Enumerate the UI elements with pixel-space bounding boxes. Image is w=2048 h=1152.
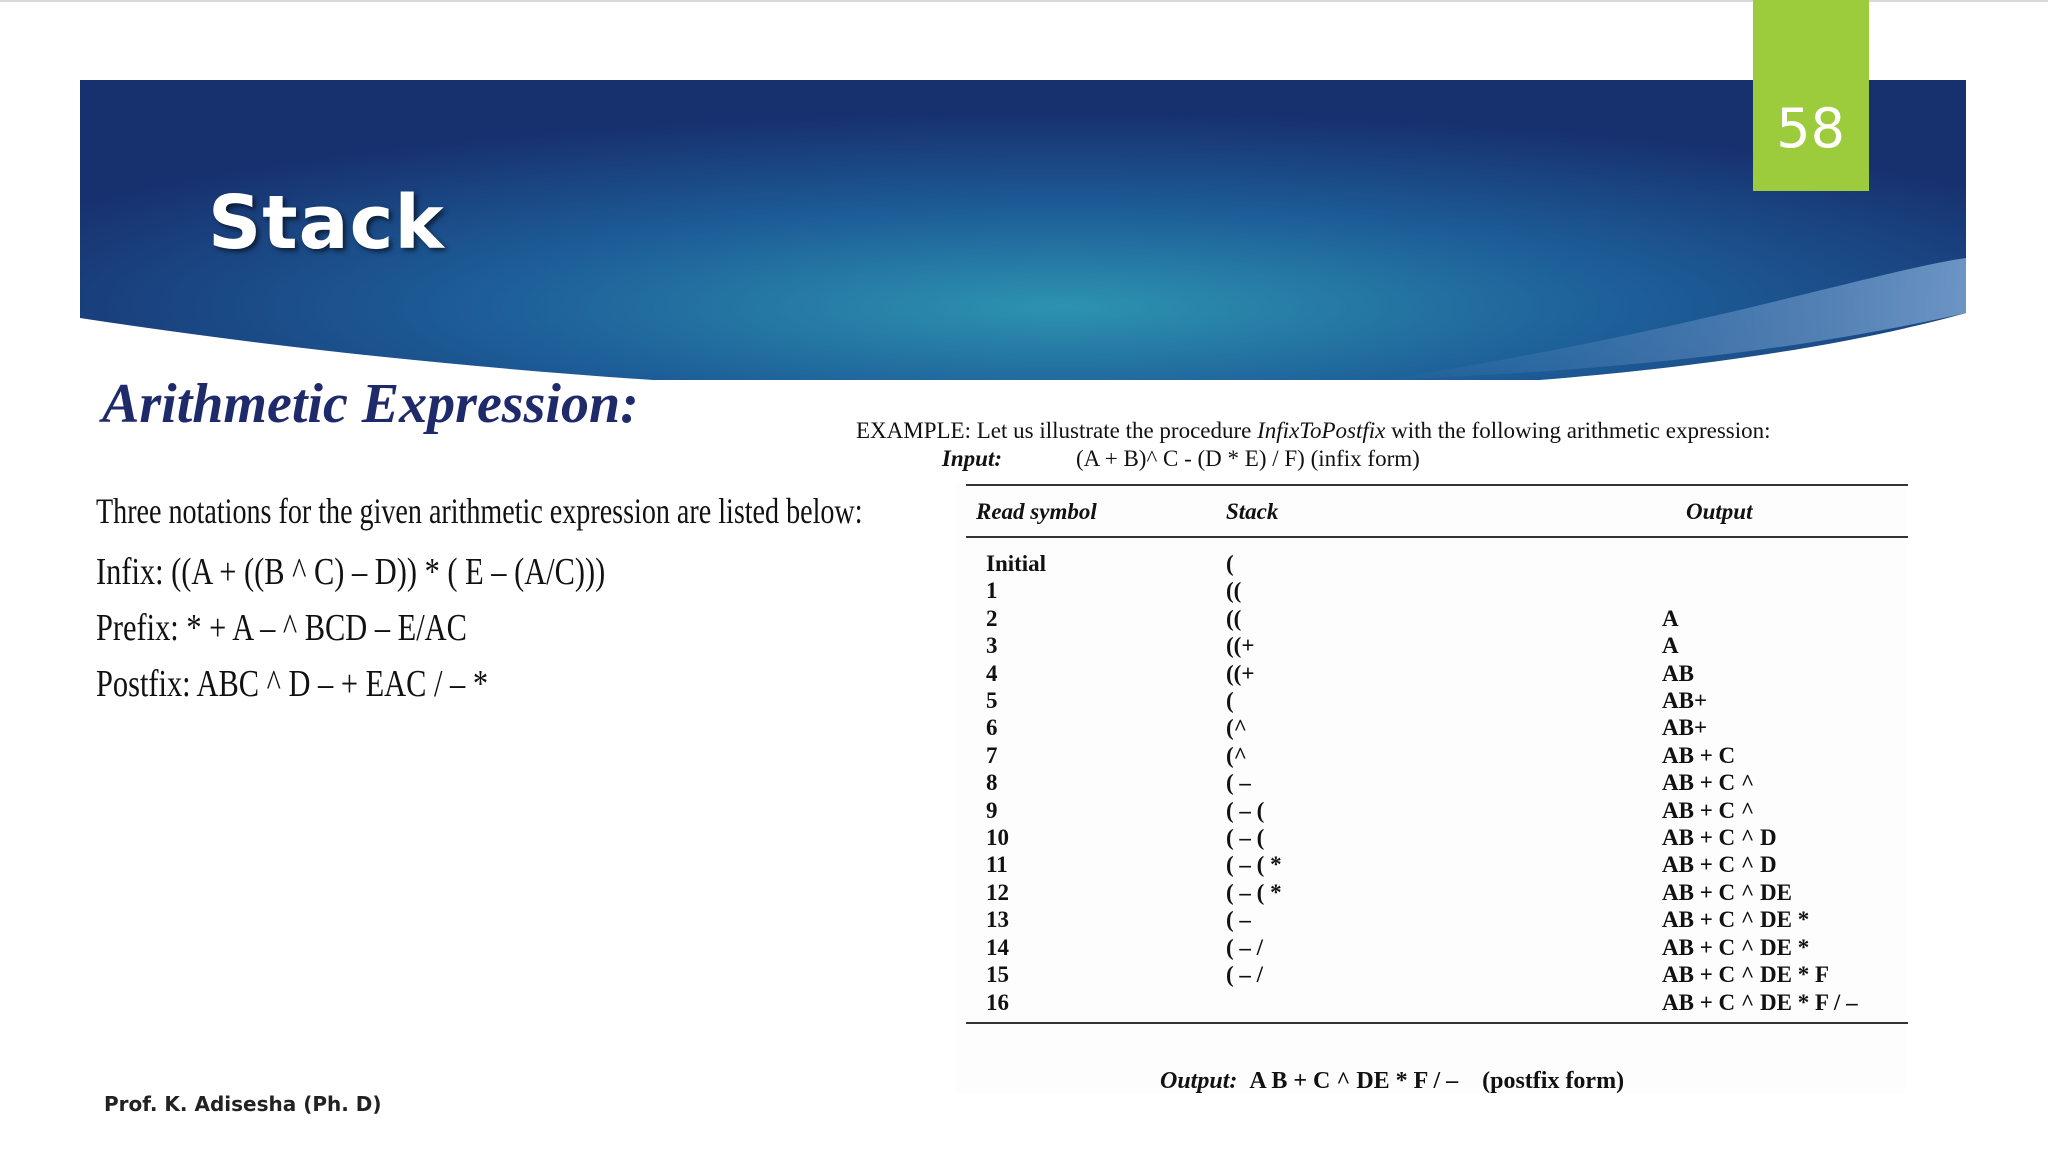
cell-output: AB + C ^ DE * F [1662, 962, 1830, 988]
cell-stack: (( [1226, 578, 1242, 604]
header-read-symbol: Read symbol [966, 485, 1176, 537]
example-input [856, 446, 2006, 472]
procedure-name: InfixToPostfix [1257, 418, 1386, 443]
cell-output [1606, 537, 1908, 577]
table-header-row [966, 485, 1908, 537]
prefix-notation: Prefix: * + A – ^ BCD – E/AC [96, 607, 467, 649]
input-value: (A + B)^ C - (D * E) / F) (infix form) [1076, 446, 1420, 471]
cell-read-symbol: 5 [986, 688, 998, 714]
cell-stack: ( [1226, 551, 1234, 576]
cell-output: AB + C ^ D [1662, 852, 1777, 878]
cell-stack: ( – ( * [1226, 879, 1282, 905]
example-header [856, 418, 2006, 472]
cell-stack: ( – ( [1226, 825, 1265, 851]
cell-read-symbol: 8 [986, 770, 998, 796]
table-row [966, 769, 1908, 796]
cell-stack: ( – ( * [1226, 852, 1282, 878]
cell-stack [1176, 989, 1606, 1023]
table-body [966, 537, 1908, 1023]
table-row [966, 714, 1908, 741]
example-text-end: with the following arithmetic expression: [1385, 418, 1771, 443]
conversion-table-panel [956, 484, 1906, 1094]
table-row [966, 660, 1908, 687]
notations-intro: Three notations for the given arithmetic expression are listed below: [96, 491, 863, 531]
table-row [966, 824, 1908, 851]
cell-stack: ((+ [1226, 633, 1255, 659]
cell-read-symbol: 7 [986, 742, 998, 768]
slide-title: Stack [208, 180, 445, 266]
cell-output [1606, 577, 1908, 604]
table-row [966, 989, 1908, 1023]
section-heading: Arithmetic Expression: [102, 373, 639, 435]
table-row [966, 934, 1908, 961]
cell-read-symbol: 15 [986, 962, 1009, 988]
cell-output: AB [1662, 660, 1694, 686]
cell-stack: ( – / [1226, 962, 1264, 988]
final-output-label: Output: [1160, 1068, 1238, 1094]
cell-stack: (( [1226, 605, 1242, 631]
cell-read-symbol: 2 [986, 605, 998, 631]
example-text-start: EXAMPLE: Let us illustrate the procedure [856, 418, 1258, 443]
final-output-value: A B + C ^ DE * F / – [1249, 1068, 1459, 1094]
notations-block [96, 490, 946, 718]
table-row [966, 687, 1908, 714]
cell-output: A [1662, 605, 1679, 631]
cell-output: AB + C ^ DE [1662, 879, 1792, 905]
cell-output: AB + C ^ DE * [1662, 934, 1810, 960]
cell-read-symbol: 16 [966, 989, 1176, 1023]
cell-read-symbol: 11 [986, 852, 1008, 878]
cell-output: AB + C ^ DE * [1662, 907, 1810, 933]
table-row [966, 605, 1908, 632]
cell-read-symbol: 14 [986, 934, 1009, 960]
cell-output: AB + C ^ [1662, 770, 1755, 796]
cell-stack: ( – ( [1226, 797, 1265, 823]
postfix-notation: Postfix: ABC ^ D – + EAC / – * [96, 663, 489, 705]
page-number: 58 [1776, 97, 1845, 160]
cell-read-symbol: Initial [986, 551, 1047, 576]
cell-output: AB+ [1662, 715, 1708, 741]
cell-stack: (^ [1226, 742, 1248, 768]
conversion-table [966, 484, 1908, 1024]
cell-output: AB + C [1662, 742, 1736, 768]
cell-output: AB + C ^ D [1662, 825, 1777, 851]
table-row [966, 851, 1908, 878]
cell-output: AB+ [1662, 688, 1708, 714]
page-number-badge [1753, 0, 1869, 191]
table-row [966, 577, 1908, 604]
cell-output: AB + C ^ [1662, 797, 1755, 823]
final-output-note: (postfix form) [1482, 1068, 1625, 1094]
cell-read-symbol: 13 [986, 907, 1009, 933]
cell-stack: ( – [1226, 770, 1251, 796]
cell-stack: ( – / [1226, 934, 1264, 960]
cell-stack: ( – [1226, 907, 1251, 933]
table-row [966, 537, 1908, 577]
cell-stack: ((+ [1226, 660, 1255, 686]
header-output: Output [1606, 485, 1908, 537]
author-footer: Prof. K. Adisesha (Ph. D) [104, 1092, 382, 1116]
cell-read-symbol: 3 [986, 633, 998, 659]
final-output [1160, 1068, 1624, 1095]
infix-notation: Infix: ((A + ((B ^ C) – D)) * ( E – (A/C))) [96, 551, 606, 593]
cell-read-symbol: 10 [986, 825, 1009, 851]
header-stack: Stack [1176, 485, 1606, 537]
cell-read-symbol: 4 [986, 660, 998, 686]
table-row [966, 879, 1908, 906]
table-row [966, 906, 1908, 933]
table-row [966, 742, 1908, 769]
top-divider [0, 0, 2048, 2]
table-row [966, 797, 1908, 824]
cell-read-symbol: 9 [986, 797, 998, 823]
cell-stack: ( [1226, 688, 1234, 714]
cell-read-symbol: 1 [986, 578, 998, 604]
input-label: Input: [941, 446, 1002, 471]
table-row [966, 961, 1908, 988]
cell-output: A [1662, 633, 1679, 659]
cell-read-symbol: 12 [986, 879, 1009, 905]
cell-stack: (^ [1226, 715, 1248, 741]
cell-output: AB + C ^ DE * F / – [1606, 989, 1908, 1023]
example-description [856, 418, 2006, 444]
cell-read-symbol: 6 [986, 715, 998, 741]
table-row [966, 632, 1908, 659]
